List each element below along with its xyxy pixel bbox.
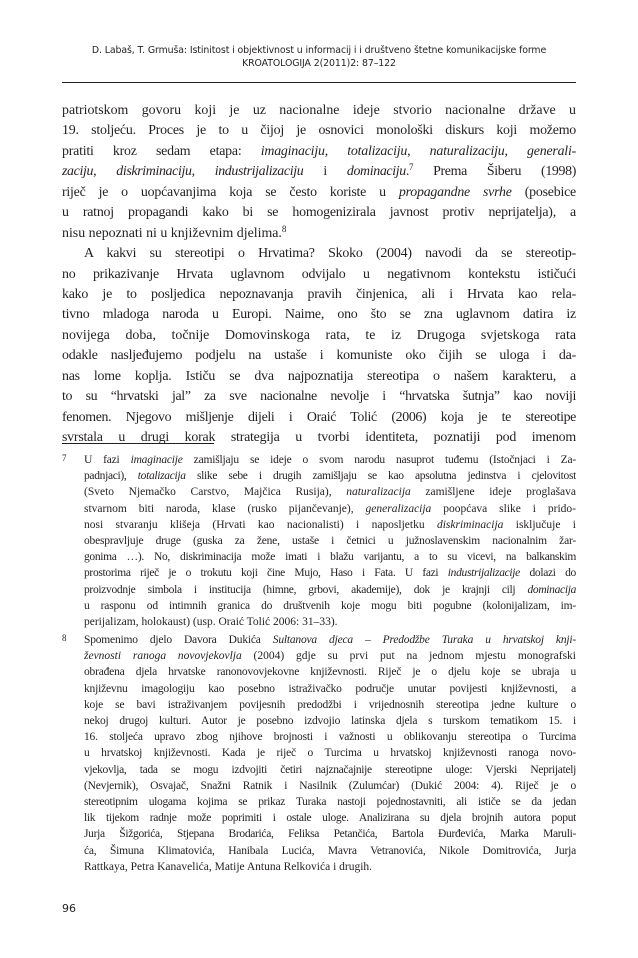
footnote-number: 8 xyxy=(62,633,67,644)
footnote-line: stereotipnim ulogama kojima se prikaz Turaka nastoji pojednostavniti, ali ističe se da jedan xyxy=(84,795,576,808)
body-line: patriotskom govoru koji je uz nacionalne ideje stvorio nacionalne države u xyxy=(62,103,576,118)
header-rule xyxy=(62,82,576,83)
footnote-line: 16. stoljeća upravo zbog njihove brojnosti i važnosti u oblikovanju stereotipa o Turcima xyxy=(84,731,576,744)
body-line: svrstala u drugi korak strategija u tvorbi identiteta, poznatiji pod imenom xyxy=(62,430,576,445)
footnote-7 xyxy=(62,452,576,630)
footnote-line: Rattkaya, Petra Kanavelića, Matije Antuna Relkovića i drugih. xyxy=(84,860,373,873)
footnote-line: u rasponu od intimnih granica do društvenih koje mogu biti pogubne (kolonijalizam, im- xyxy=(84,599,576,612)
footnote-line: ževnosti ranoga novovjekovlja (2004) gdje su prvi put na jednom mjestu monografski xyxy=(84,650,576,663)
footnote-line: koje se bavi istraživanjem povijesnih predodžbi i vrijednosnih stereotipa jedne kulture o xyxy=(84,698,576,711)
footnote-line: ća, Šimuna Klimatovića, Hanibala Lucića, Mavra Vetranovića, Nikole Domitrovića, Jurja xyxy=(84,844,576,857)
body-line: nas lome koplja. Ističu se dva najpoznatija stereotipa o našem karakteru, a xyxy=(62,368,576,384)
footnote-line: perijalizam, holokaust) (usp. Oraić Tolić 2006: 31–33). xyxy=(84,615,338,628)
body-line: no prikazivanje Hrvata uglavnom odvijalo u negativnom kontekstu ističući xyxy=(62,266,576,282)
footnote-ref-8: 8 xyxy=(281,223,287,234)
footnote-line: gonima …). No, diskriminacija može imati i blažu varijantu, a to su vicevi, na balkanskim xyxy=(84,551,576,564)
body-line: u ratnoj propagandi kako bi se homogenizirala javnost protiv neprijatelja), a xyxy=(62,205,576,221)
footnote-line: u hrvatskoj književnosti. Kada je riječ o Turcima u hrvatskoj književnosti ranoga novo- xyxy=(84,747,576,760)
footnote-line: Spomenimo djelo Davora Dukića Sultanova djeca – Predodžbe Turaka u hrvatskoj knji- xyxy=(84,634,576,647)
footnote-line: prostorima riječ je o trokutu koji čine Mujo, Haso i Fata. U fazi industrijalizacije dolazi do xyxy=(84,567,576,580)
body-line: to su “hrvatski jal” za sve nacionalne nevolje i “hrvatska šutnja” kao noviji xyxy=(62,389,576,405)
footnote-line: (Nevjernik), Osvajač, Snažni Ratnik i Nasilnik (Zulumćar) (Dukić 2004: 4). Riječ je o xyxy=(84,779,576,792)
body-line: A kakvi su stereotipi o Hrvatima? Skoko (2004) navodi da se stereotip- xyxy=(84,246,576,262)
footnotes xyxy=(62,452,576,877)
footnote-line: Jurja Šižgorića, Stjepana Brodarića, Feliksa Petančića, Bartola Đurđevića, Marka Maruli- xyxy=(84,828,576,841)
body-line: tivno mladoga naroda u Europi. Naime, ono što se zna uglavnom datira iz xyxy=(62,307,576,323)
running-header-authors-title: D. Labaš, T. Grmuša: Istinitost i objektivnost u informacij i i društveno štetne komunikacijske forme xyxy=(91,45,547,56)
footnote-number: 7 xyxy=(62,453,67,463)
footnote-line: padnjaci), totalizacija slike sebe i drugih zamišljaju se kao apsolutna jedinstva i cjelovitost xyxy=(84,470,576,483)
footnote-ref-7: 7 xyxy=(409,162,414,173)
footnote-line: nekoj drugoj kulturi. Autor je posebno izdvojio latinska djela s turskom tematikom 15. i xyxy=(84,715,576,727)
body-line: nisu nepoznati ni u književnim djelima.$^8$ xyxy=(62,223,287,241)
footnote-line: obespravljuje druge (guska za žene, ustaše i četnici u južnoslavenskim nacionalnim žar- xyxy=(84,534,576,547)
body-line: zaciju, diskriminaciju, industrijalizaciju i dominaciju.$^7$ Prema Šiberu (1998) xyxy=(62,162,576,180)
footnote-line: obrađena djela hrvatske ranonovovjekovne književnosti. Riječ je o djelu koje se ubraja u xyxy=(84,666,576,679)
body-line: 19. stoljeću. Proces je to u čijoj je osnovici monološki diskurs koji možemo xyxy=(62,123,576,139)
footnote-line: književnu imagologiju kao posebno istraživačko područje unutar povijesti književnosti, a xyxy=(84,682,576,695)
footnote-line: nosi stvaranju klišeja (Hrvati kao nacionalisti) i naposljetku diskriminacija isključuje i xyxy=(84,518,576,531)
footnote-line: stvarnom biti naroda, klase (rusko pijančevanje), generalizacija poopćava slike i prido- xyxy=(84,502,576,515)
body-line: kako je to posljedica nepoznavanja pravih činjenica, ali i Hrvata kao rela- xyxy=(62,286,576,302)
running-header-journal: KROATOLOGIJA 2(2011)2: 87–122 xyxy=(242,58,396,69)
footnote-line: U fazi imaginacije zamišljaju se ideje o svom narodu nasuprot tuđemu (Istočnjaci i Za- xyxy=(84,454,576,466)
body-line: fenomen. Njegovo mišljenje dijeli i Oraić Tolić (2006) koja je te stereotipe xyxy=(62,409,576,425)
body-line: pratiti kroz sedam etapa: imaginaciju, totalizaciju, naturalizaciju, generali- xyxy=(62,143,576,159)
footnote-line: proizvodnje simbola i institucija (himne, grbovi, akademije), dok je krajnji cilj dominacija xyxy=(84,583,576,596)
footnote-line: vjekovlja, tada se mogu izdvojiti četiri najznačajnije stereotipne uloge: Vjerski Neprijatelj xyxy=(84,763,576,776)
body-line: riječ je o uopćavanjima koja se često koriste u propagandne svrhe (posebice xyxy=(62,184,576,200)
body-line: novijega doba, točnije Domovinskoga rata, te iz Drugoga svjetskoga rata xyxy=(62,327,576,343)
page-number: 96 xyxy=(62,902,76,915)
footnote-rule xyxy=(62,443,214,444)
footnote-line: (Sveto Njemačko Carstvo, Majčica Rusija), naturalizacija zamišljene ideje proglašava xyxy=(84,486,576,499)
footnote-line: lik tijekom radnje može poprimiti i ostale uloge. Analizirana su djela brojnih autora poput xyxy=(84,812,576,825)
running-header xyxy=(62,44,576,70)
body-text xyxy=(62,101,576,448)
footnote-8 xyxy=(62,632,576,875)
body-line: odakle nasljeđujemo podjelu na ustaše i komuniste oko čijih se uloga i da- xyxy=(62,348,576,364)
